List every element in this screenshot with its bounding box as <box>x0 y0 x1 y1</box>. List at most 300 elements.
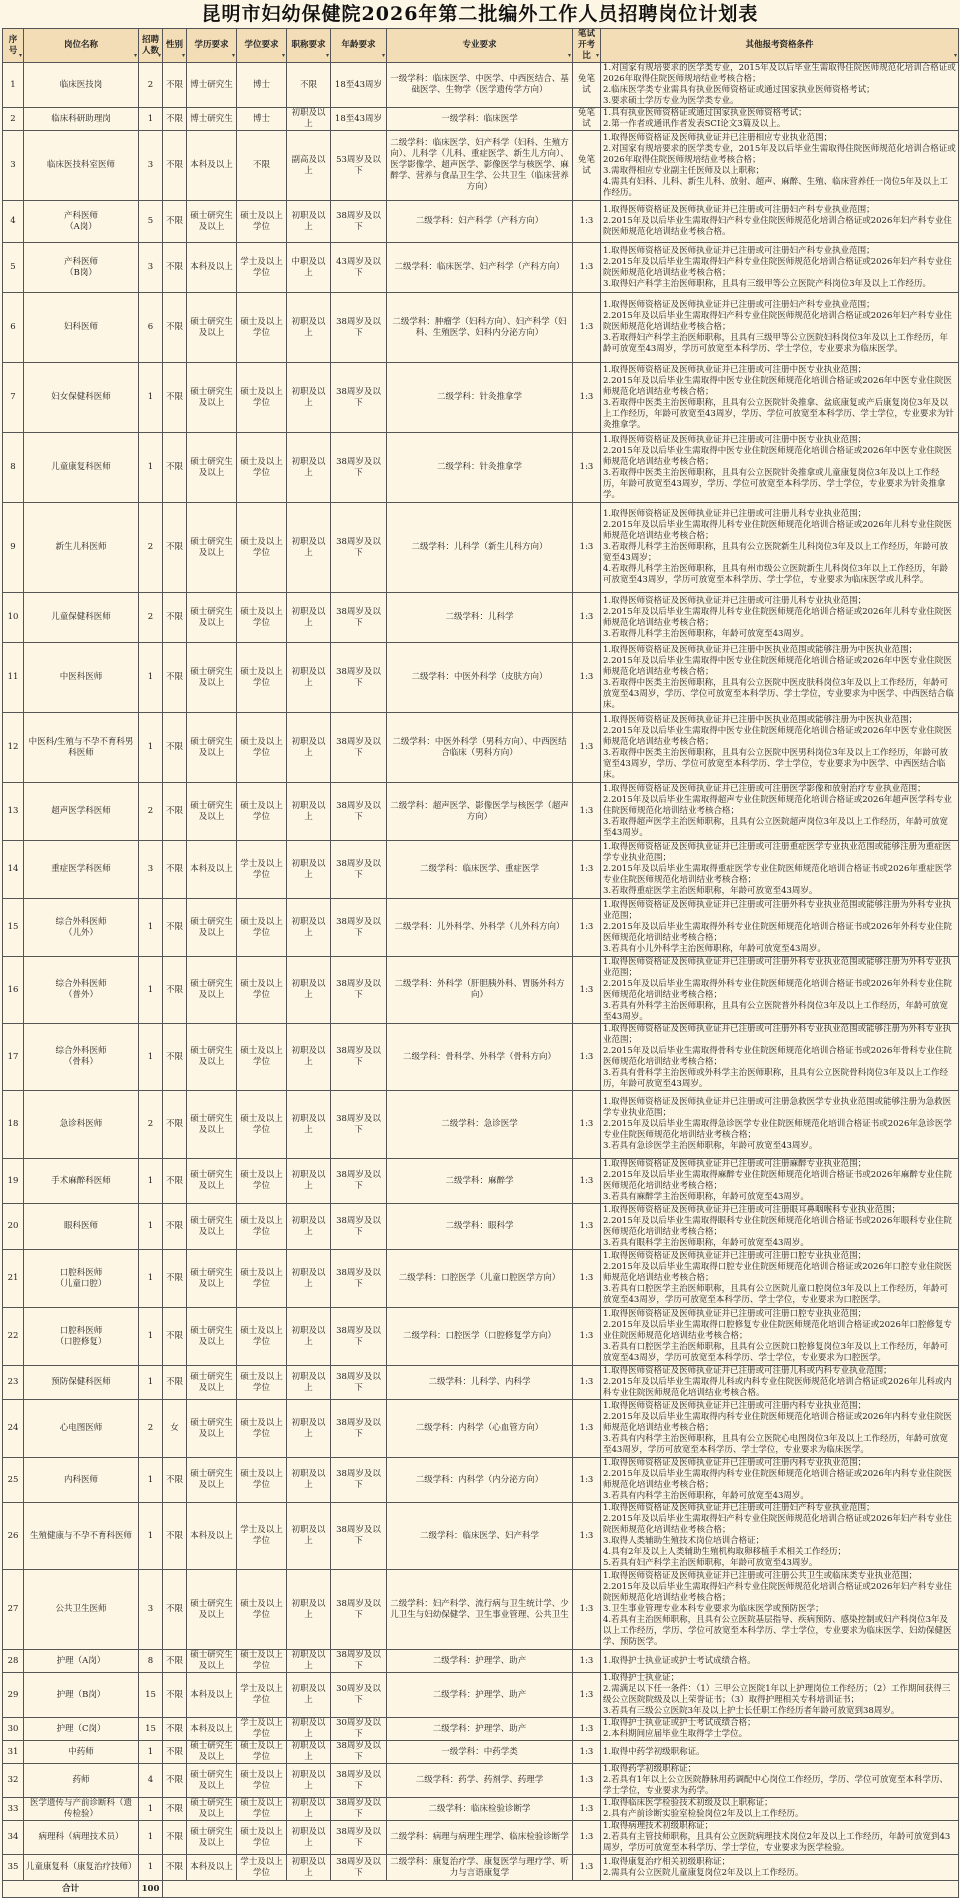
filter-dropdown-icon[interactable]: ▾ <box>157 52 161 59</box>
header-col-count[interactable] <box>139 29 163 63</box>
filter-dropdown-icon[interactable]: ▾ <box>953 52 957 59</box>
cell-position-name: 新生儿科医师 <box>24 503 139 593</box>
cell-title-req: 初职及以上 <box>287 1764 331 1798</box>
cell-major-req: 二级学科：妇产科学（产科方向） <box>387 201 573 243</box>
cell-hire-count: 1 <box>139 1458 163 1503</box>
cell-row-index: 3 <box>3 131 24 201</box>
cell-other-conditions: 1.取得护士执业证或护士考试成绩合格； 2.本科期间应届毕业生取得学士学位。 <box>601 1718 959 1741</box>
cell-row-index: 24 <box>3 1400 24 1458</box>
cell-position-name: 儿童保健科医师 <box>24 593 139 643</box>
cell-education: 硕士研究生及以上 <box>187 1458 237 1503</box>
cell-other-conditions: 1.取得医师资格证及医师执业证并已注册或可注册外科专业执业范围或能够注册为外科专业执业范围； 2.2015年及以后毕业生需取得外科专业住院医师规范化培训合格证书或2026年外科专业住院医师规范化培训结业考核合格； 3.若具有小儿外科学主治医师职称，年龄可放宽至43周岁。 <box>601 899 959 957</box>
cell-exam-ratio: 1:3 <box>573 1024 601 1091</box>
cell-hire-count: 1 <box>139 957 163 1024</box>
cell-exam-ratio: 1:3 <box>573 1741 601 1764</box>
cell-position-name: 口腔科医师 （儿童口腔） <box>24 1250 139 1308</box>
header-col-index[interactable] <box>3 29 24 63</box>
cell-degree: 学士及以上学位 <box>237 243 287 293</box>
cell-position-name: 综合外科医师 （儿外） <box>24 899 139 957</box>
cell-other-conditions: 1.取得药学初级职称证； 2.若具有1年以上公立医院静脉用药调配中心岗位工作经历，学历、学位可放宽至本科学历、学士学位，专业要求为药学。 <box>601 1764 959 1798</box>
cell-major-req: 二级学科：肿瘤学（妇科方向）、妇产科学（妇科、生殖医学、妇科内分泌方向） <box>387 293 573 363</box>
cell-gender: 不限 <box>163 1024 187 1091</box>
cell-other-conditions: 1.取得医师资格证及医师执业证并已注册或可注册妇产科专业执业范围； 2.2015年及以后毕业生需取得妇产科专业住院医师规范化培训合格证或2026年妇产科专业住院医师规范化培训结业考核合格； 3.取得人类辅助生殖技术岗位培训合格证； 4.具有2年及以上人类辅助生殖机构取卵移植手术相关工作经历； 5.若具有妇产科学主治医师职称，年龄可放宽至43周岁。 <box>601 1503 959 1570</box>
cell-position-name: 超声医学科医师 <box>24 783 139 841</box>
cell-position-name: 妇女保健科医师 <box>24 363 139 433</box>
cell-degree: 学士及以上学位 <box>237 1673 287 1718</box>
header-label: 其他报考资格条件 <box>745 40 814 50</box>
cell-gender: 不限 <box>163 713 187 783</box>
cell-title-req: 初职及以上 <box>287 957 331 1024</box>
cell-education: 本科及以上 <box>187 243 237 293</box>
cell-position-name: 医学遗传与产前诊断科（遗传检验） <box>24 1798 139 1821</box>
cell-row-index: 30 <box>3 1718 24 1741</box>
table-row <box>3 433 959 503</box>
cell-age-req: 38周岁及以下 <box>331 1855 387 1881</box>
cell-hire-count: 1 <box>139 1366 163 1400</box>
cell-age-req: 38周岁及以下 <box>331 899 387 957</box>
cell-title-req: 初职及以上 <box>287 1308 331 1366</box>
cell-gender: 不限 <box>163 243 187 293</box>
cell-other-conditions: 1.取得医师资格证及医师执业证并已注册相应专业执业范围； 2.对国家有规培要求的医学类专业，2015年及以后毕业生需取得住院医师规范化培训合格证或2026年取得住院医师规培结业考核合格； 3.需取得相应专业副主任医师及以上职称； 4.需具有妇科、儿科、新生儿科、放射、超声、麻醉、生殖、临床营养任一岗位5年及以上工作经历。 <box>601 131 959 201</box>
cell-hire-count: 2 <box>139 593 163 643</box>
cell-degree: 硕士及以上学位 <box>237 503 287 593</box>
cell-hire-count: 3 <box>139 131 163 201</box>
cell-major-req: 二级学科：儿科学 <box>387 593 573 643</box>
cell-age-req: 38周岁及以下 <box>331 1400 387 1458</box>
cell-hire-count: 1 <box>139 1741 163 1764</box>
cell-exam-ratio: 1:3 <box>573 593 601 643</box>
cell-gender: 不限 <box>163 63 187 108</box>
cell-row-index: 12 <box>3 713 24 783</box>
cell-position-name: 护理（C岗） <box>24 1718 139 1741</box>
cell-hire-count: 15 <box>139 1673 163 1718</box>
header-label: 学历要求 <box>194 40 229 50</box>
cell-age-req: 38周岁及以下 <box>331 363 387 433</box>
cell-gender: 不限 <box>163 1366 187 1400</box>
cell-education: 硕士研究生及以上 <box>187 713 237 783</box>
filter-dropdown-icon[interactable]: ▾ <box>381 52 385 59</box>
cell-position-name: 儿童康复科（康复治疗技师） <box>24 1855 139 1881</box>
cell-position-name: 综合外科医师 （骨科） <box>24 1024 139 1091</box>
cell-position-name: 临床医技科室医师 <box>24 131 139 201</box>
cell-position-name: 中药师 <box>24 1741 139 1764</box>
cell-position-name: 中医科/生殖与不孕不育科男科医师 <box>24 713 139 783</box>
header-col-gender[interactable] <box>163 29 187 63</box>
header-label: 年龄要求 <box>341 40 376 50</box>
cell-title-req: 初职及以上 <box>287 503 331 593</box>
filter-dropdown-icon[interactable]: ▾ <box>231 52 235 59</box>
cell-position-name: 护理（A岗） <box>24 1650 139 1673</box>
cell-degree: 硕士及以上学位 <box>237 1458 287 1503</box>
cell-major-req: 二级学科：内科学（心血管方向） <box>387 1400 573 1458</box>
cell-other-conditions: 1.取得医师资格证及医师执业证并已注册中医执业范围或能够注册为中医执业范围； 2.2015年及以后毕业生需取得中医专业住院医师规范化培训合格证或2026年中医专业住院医师规范化培训结业考核合格； 3.若取得中医类主治医师职称，且具有公立医院中医皮肤科岗位3年及以上工作经历，年龄可放宽至43周岁，学历、学位可放宽至本科学历、学士学位，专业要求为中医学、中西医结合临床。 <box>601 643 959 713</box>
cell-exam-ratio: 1:3 <box>573 1400 601 1458</box>
cell-degree: 学士及以上学位 <box>237 1503 287 1570</box>
cell-position-name: 急诊科医师 <box>24 1091 139 1159</box>
cell-age-req: 38周岁及以下 <box>331 433 387 503</box>
cell-row-index: 27 <box>3 1570 24 1650</box>
cell-row-index: 31 <box>3 1741 24 1764</box>
table-row <box>3 1308 959 1366</box>
table-row <box>3 593 959 643</box>
filter-dropdown-icon[interactable]: ▾ <box>133 52 137 59</box>
cell-position-name: 临床医技岗 <box>24 63 139 108</box>
cell-hire-count: 1 <box>139 1159 163 1204</box>
filter-dropdown-icon[interactable]: ▾ <box>281 52 285 59</box>
filter-dropdown-icon[interactable]: ▾ <box>595 52 599 59</box>
table-row <box>3 1650 959 1673</box>
cell-gender: 不限 <box>163 1798 187 1821</box>
cell-exam-ratio: 免笔试 <box>573 108 601 131</box>
cell-hire-count: 1 <box>139 1503 163 1570</box>
cell-other-conditions: 1.取得医师资格证及医师执业证并已注册或可注册内科专业执业范围； 2.2015年及以后毕业生需取得内科专业住院医师规范化培训合格证或2026年内科专业住院医师规范化培训结业考核合格； 3.若具有内科学主治医师职称，年龄可放宽至43周岁。 <box>601 1458 959 1503</box>
cell-degree: 硕士及以上学位 <box>237 293 287 363</box>
cell-title-req: 初职及以上 <box>287 1091 331 1159</box>
cell-other-conditions: 1.对国家有规培要求的医学类专业，2015年及以后毕业生需取得住院医师规范化培训合格证或2026年取得住院医师规培结业考核合格； 2.临床医学类专业需具有执业医师资格证或通过国家执业医师资格考试； 3.要求硕士学历专业为医学类专业。 <box>601 63 959 108</box>
cell-age-req: 38周岁及以下 <box>331 1764 387 1798</box>
cell-title-req: 初职及以上 <box>287 1741 331 1764</box>
cell-row-index: 8 <box>3 433 24 503</box>
cell-row-index: 32 <box>3 1764 24 1798</box>
header-col-title-req[interactable] <box>287 29 331 63</box>
cell-exam-ratio: 1:3 <box>573 1204 601 1250</box>
cell-title-req: 初职及以上 <box>287 1024 331 1091</box>
cell-exam-ratio: 1:3 <box>573 713 601 783</box>
cell-position-name: 重症医学科医师 <box>24 841 139 899</box>
cell-major-req: 二级学科：临床医学、妇产科学（妇科、生殖方向）、儿科学（儿科、重症医学、新生儿方向）、医学影像学、超声医学、影像医学与核医学、麻醉学、营养与食品卫生学、公共卫生（临床营养方向） <box>387 131 573 201</box>
table-row <box>3 1821 959 1855</box>
cell-exam-ratio: 1:3 <box>573 957 601 1024</box>
cell-title-req: 初职及以上 <box>287 1673 331 1718</box>
cell-education: 硕士研究生及以上 <box>187 1250 237 1308</box>
cell-gender: 不限 <box>163 643 187 713</box>
cell-degree: 硕士及以上学位 <box>237 1764 287 1798</box>
cell-hire-count: 1 <box>139 363 163 433</box>
cell-degree: 硕士及以上学位 <box>237 1024 287 1091</box>
cell-other-conditions: 1.取得医师资格证及医师执业证并已注册或可注册内科专业执业范围； 2.2015年及以后毕业生需取得内科专业住院医师规范化培训合格证或2026年内科专业住院医师规范化培训结业考核合格； 3.若具有内科学主治医师职称，且具有公立医院心电图岗位3年及以上工作经历，年龄可放宽至43周岁，学历可放宽至本科学历、学士学位，专业要求为临床医学。 <box>601 1400 959 1458</box>
cell-gender: 不限 <box>163 1503 187 1570</box>
cell-exam-ratio: 1:3 <box>573 1570 601 1650</box>
cell-degree: 不限 <box>237 131 287 201</box>
cell-education: 硕士研究生及以上 <box>187 1091 237 1159</box>
filter-dropdown-icon[interactable]: ▾ <box>567 52 571 59</box>
filter-dropdown-icon[interactable]: ▾ <box>18 52 22 59</box>
cell-position-name: 公共卫生医师 <box>24 1570 139 1650</box>
cell-age-req: 38周岁及以下 <box>331 1821 387 1855</box>
cell-education: 本科及以上 <box>187 1503 237 1570</box>
cell-title-req: 初职及以上 <box>287 841 331 899</box>
cell-gender: 不限 <box>163 1718 187 1741</box>
cell-exam-ratio: 1:3 <box>573 1855 601 1881</box>
cell-age-req: 18至43周岁 <box>331 63 387 108</box>
cell-degree: 硕士及以上学位 <box>237 201 287 243</box>
cell-degree: 硕士及以上学位 <box>237 899 287 957</box>
cell-gender: 不限 <box>163 1673 187 1718</box>
cell-row-index: 1 <box>3 63 24 108</box>
cell-gender: 不限 <box>163 1250 187 1308</box>
cell-age-req: 38周岁及以下 <box>331 201 387 243</box>
cell-other-conditions: 1.取得医师资格证及医师执业证并已注册或可注册公共卫生或临床类专业执业范围； 2.2015年及以后毕业生需取得妇产科专业住院医师规范化培训合格证或2026年妇产科专业住院医师规范化培训结业考核合格； 3.卫生事业管理专业本科专业要求为临床医学或预防医学； 4.若具有主治医师职称，且具有公立医院基层指导、疾病预防、感染控制或妇产科岗位3年及以上工作经历，学历、学位可放宽至本科学历、学士学位，专业要求为临床医学、妇幼保健医学、预防医学。 <box>601 1570 959 1650</box>
cell-major-req: 二级学科：临床检验诊断学 <box>387 1798 573 1821</box>
cell-education: 硕士研究生及以上 <box>187 783 237 841</box>
cell-other-conditions: 1.取得医师资格证及医师执业证并已注册或可注册口腔专业执业范围； 2.2015年及以后毕业生需取得口腔专业住院医师规范化培训合格证或2026年口腔专业住院医师规范化培训结业考核合格； 3.若具有口腔医学主治医师职称，且具有公立医院儿童口腔岗位3年及以上工作经历，年龄可放宽至43周岁，学历可放宽至本科学历、学士学位，专业要求为口腔医学。 <box>601 1250 959 1308</box>
cell-education: 硕士研究生及以上 <box>187 1400 237 1458</box>
header-label: 岗位名称 <box>63 40 98 50</box>
cell-degree: 硕士及以上学位 <box>237 1741 287 1764</box>
cell-education: 硕士研究生及以上 <box>187 899 237 957</box>
cell-major-req: 二级学科：康复治疗学、康复医学与理疗学、听力与言语康复学 <box>387 1855 573 1881</box>
cell-position-name: 儿童康复科医师 <box>24 433 139 503</box>
cell-gender: 不限 <box>163 108 187 131</box>
cell-hire-count: 1 <box>139 1250 163 1308</box>
header-col-other-conditions[interactable] <box>601 29 959 63</box>
cell-hire-count: 2 <box>139 1091 163 1159</box>
cell-other-conditions: 1.取得医师资格证及医师执业证并已注册或可注册儿科专业执业范围； 2.2015年及以后毕业生需取得儿科专业住院医师规范化培训合格证或2026年儿科专业住院医师规范化培训结业考核合格； 3.若取得儿科学主治医师职称，且具有公立医院新生儿科岗位3年及以上工作经历，年龄可放宽至43周岁； 4.若取得儿科学主治医师职称，且具有州市级公立医院新生儿科岗位3年以上工作经历，年龄可放宽至43周岁，学历可放宽至本科学历、学士学位，专业要求为临床医学或儿科学。 <box>601 503 959 593</box>
cell-major-req: 二级学科：麻醉学 <box>387 1159 573 1204</box>
table-row <box>3 503 959 593</box>
table-row <box>3 63 959 108</box>
table-row <box>3 713 959 783</box>
cell-major-req: 二级学科：药学、药剂学、药理学 <box>387 1764 573 1798</box>
cell-other-conditions: 1.取得医师资格证及医师执业证并已注册或可注册麻醉专业执业范围； 2.2015年及以后毕业生需取得麻醉专业住院医师规范化培训合格证书或2026年麻醉专业住院医师规范化培训结业考核合格； 3.若具有麻醉学主治医师职称，年龄可放宽至43周岁。 <box>601 1159 959 1204</box>
cell-education: 博士研究生 <box>187 63 237 108</box>
cell-position-name: 预防保健科医师 <box>24 1366 139 1400</box>
table-row <box>3 201 959 243</box>
cell-other-conditions: 1.取得医师资格证及医师执业证并已注册或可注册儿科专业执业范围； 2.2015年及以后毕业生需取得儿科专业住院医师规范化培训合格证或2026年儿科专业住院医师规范化培训结业考核合格； 3.若取得儿科学主治医师职称，年龄可放宽至43周岁。 <box>601 593 959 643</box>
cell-title-req: 初职及以上 <box>287 1821 331 1855</box>
cell-education: 硕士研究生及以上 <box>187 1741 237 1764</box>
cell-other-conditions: 1.取得护士执业证或护士考试成绩合格。 <box>601 1650 959 1673</box>
cell-title-req: 初职及以上 <box>287 713 331 783</box>
cell-row-index: 10 <box>3 593 24 643</box>
cell-other-conditions: 1.取得护士执业证； 2.需满足以下任一条件：（1）三甲公立医院1年以上护理岗位工作经历；（2）工作期间获得三级公立医院院级及以上荣誉证书；（3）取得护理相关专科培训证书； 3.若具有三级公立医院3年及以上护士长任职工作经历者年龄可放宽到38周岁。 <box>601 1673 959 1718</box>
cell-degree: 硕士及以上学位 <box>237 1798 287 1821</box>
cell-gender: 不限 <box>163 783 187 841</box>
cell-gender: 不限 <box>163 1650 187 1673</box>
cell-hire-count: 8 <box>139 1650 163 1673</box>
cell-title-req: 初职及以上 <box>287 1798 331 1821</box>
cell-major-req: 一级学科：中药学类 <box>387 1741 573 1764</box>
cell-gender: 不限 <box>163 593 187 643</box>
cell-gender: 不限 <box>163 293 187 363</box>
table-row <box>3 293 959 363</box>
table-row <box>3 899 959 957</box>
cell-major-req: 二级学科：内科学（内分泌方向） <box>387 1458 573 1503</box>
cell-exam-ratio: 1:3 <box>573 1821 601 1855</box>
table-row <box>3 1400 959 1458</box>
cell-exam-ratio: 1:3 <box>573 783 601 841</box>
cell-major-req: 二级学科：外科学（肝胆胰外科、胃肠外科方向） <box>387 957 573 1024</box>
filter-dropdown-icon[interactable]: ▾ <box>181 52 185 59</box>
cell-exam-ratio: 1:3 <box>573 243 601 293</box>
cell-position-name: 产科医师 （B岗） <box>24 243 139 293</box>
cell-exam-ratio: 1:3 <box>573 899 601 957</box>
cell-degree: 硕士及以上学位 <box>237 1821 287 1855</box>
cell-age-req: 38周岁及以下 <box>331 1570 387 1650</box>
cell-row-index: 14 <box>3 841 24 899</box>
cell-hire-count: 6 <box>139 293 163 363</box>
cell-position-name: 中医科医师 <box>24 643 139 713</box>
cell-gender: 不限 <box>163 1159 187 1204</box>
cell-row-index: 26 <box>3 1503 24 1570</box>
table-row <box>3 108 959 131</box>
cell-exam-ratio: 1:3 <box>573 201 601 243</box>
header-col-major[interactable] <box>387 29 573 63</box>
cell-row-index: 33 <box>3 1798 24 1821</box>
cell-major-req: 二级学科：急诊医学 <box>387 1091 573 1159</box>
cell-row-index: 2 <box>3 108 24 131</box>
cell-other-conditions: 1.取得医师资格证及医师执业证并已注册或可注册口腔专业执业范围； 2.2015年及以后毕业生需取得口腔修复专业住院医师规范化培训合格证或2026年口腔修复专业住院医师规范化培训结业考核合格； 3.若具有口腔医学主治医师职称，且具有公立医院口腔修复岗位3年及以上工作经历，年龄可放宽至43周岁，学历可放宽至本科学历、学士学位，专业要求为口腔医学。 <box>601 1308 959 1366</box>
cell-education: 博士研究生 <box>187 108 237 131</box>
cell-title-req: 初职及以上 <box>287 1159 331 1204</box>
cell-age-req: 38周岁及以下 <box>331 593 387 643</box>
cell-position-name: 临床科研助理岗 <box>24 108 139 131</box>
cell-position-name: 生殖健康与不孕不育科医师 <box>24 1503 139 1570</box>
cell-education: 硕士研究生及以上 <box>187 643 237 713</box>
cell-major-req: 二级学科：儿外科学、外科学（儿外科方向） <box>387 899 573 957</box>
cell-gender: 不限 <box>163 201 187 243</box>
total-row <box>3 1881 959 1898</box>
cell-gender: 不限 <box>163 841 187 899</box>
cell-exam-ratio: 1:3 <box>573 363 601 433</box>
cell-hire-count: 5 <box>139 201 163 243</box>
cell-row-index: 34 <box>3 1821 24 1855</box>
cell-title-req: 初职及以上 <box>287 1204 331 1250</box>
cell-other-conditions: 1.取得医师资格证及医师执业证并已注册或可注册妇产科专业执业范围； 2.2015年及以后毕业生需取得妇产科专业住院医师规范化培训合格证或2026年妇产科专业住院医师规范化培训结业考核合格。 <box>601 201 959 243</box>
cell-row-index: 21 <box>3 1250 24 1308</box>
recruitment-table <box>2 28 959 1898</box>
cell-position-name: 妇科医师 <box>24 293 139 363</box>
cell-degree: 学士及以上学位 <box>237 1718 287 1741</box>
cell-title-req: 初职及以上 <box>287 1366 331 1400</box>
cell-row-index: 18 <box>3 1091 24 1159</box>
cell-position-name: 药师 <box>24 1764 139 1798</box>
cell-gender: 不限 <box>163 1458 187 1503</box>
cell-hire-count: 1 <box>139 1855 163 1881</box>
cell-position-name: 眼科医师 <box>24 1204 139 1250</box>
cell-age-req: 38周岁及以下 <box>331 841 387 899</box>
cell-other-conditions: 1.取得医师资格证及医师执业证并已注册或可注册妇产科专业执业范围； 2.2015年及以后毕业生需取得妇产科专业住院医师规范化培训合格证或2026年妇产科专业住院医师规范化培训结业考核合格； 3.取得妇产科学主治医师职称，且具有三级甲等公立医院产科岗位3年及以上工作经历。 <box>601 243 959 293</box>
cell-title-req: 副高及以上 <box>287 131 331 201</box>
cell-age-req: 38周岁及以下 <box>331 1159 387 1204</box>
cell-degree: 硕士及以上学位 <box>237 713 287 783</box>
header-col-position[interactable] <box>24 29 139 63</box>
cell-hire-count: 1 <box>139 899 163 957</box>
cell-education: 硕士研究生及以上 <box>187 1308 237 1366</box>
header-col-degree[interactable] <box>237 29 287 63</box>
cell-row-index: 35 <box>3 1855 24 1881</box>
table-row <box>3 1250 959 1308</box>
cell-major-req: 二级学科：针灸推拿学 <box>387 433 573 503</box>
cell-row-index: 17 <box>3 1024 24 1091</box>
header-col-age[interactable] <box>331 29 387 63</box>
header-col-education[interactable] <box>187 29 237 63</box>
cell-exam-ratio: 1:3 <box>573 1159 601 1204</box>
cell-major-req: 二级学科：眼科学 <box>387 1204 573 1250</box>
cell-gender: 不限 <box>163 1204 187 1250</box>
table-row <box>3 1741 959 1764</box>
filter-dropdown-icon[interactable]: ▾ <box>325 52 329 59</box>
cell-exam-ratio: 1:3 <box>573 1718 601 1741</box>
cell-gender: 不限 <box>163 1570 187 1650</box>
cell-education: 硕士研究生及以上 <box>187 1798 237 1821</box>
cell-education: 硕士研究生及以上 <box>187 1764 237 1798</box>
cell-position-name: 口腔科医师 （口腔修复） <box>24 1308 139 1366</box>
cell-row-index: 25 <box>3 1458 24 1503</box>
table-row <box>3 1764 959 1798</box>
cell-exam-ratio: 免笔试 <box>573 63 601 108</box>
cell-education: 本科及以上 <box>187 131 237 201</box>
cell-major-req: 二级学科：中医外科学（皮肤方向） <box>387 643 573 713</box>
table-row <box>3 1503 959 1570</box>
cell-hire-count: 3 <box>139 1570 163 1650</box>
cell-hire-count: 1 <box>139 643 163 713</box>
cell-degree: 硕士及以上学位 <box>237 783 287 841</box>
cell-age-req: 38周岁及以下 <box>331 1308 387 1366</box>
cell-major-req: 二级学科：中医外科学（男科方向）、中西医结合临床（男科方向） <box>387 713 573 783</box>
cell-degree: 硕士及以上学位 <box>237 1570 287 1650</box>
table-row <box>3 1091 959 1159</box>
cell-row-index: 5 <box>3 243 24 293</box>
cell-title-req: 初职及以上 <box>287 1503 331 1570</box>
cell-title-req: 初职及以上 <box>287 783 331 841</box>
cell-degree: 博士 <box>237 63 287 108</box>
cell-hire-count: 1 <box>139 433 163 503</box>
cell-other-conditions: 1.取得康复治疗相关初级职称证； 2.需具有公立医院儿童康复岗位2年及以上工作经历。 <box>601 1855 959 1881</box>
cell-exam-ratio: 1:3 <box>573 1308 601 1366</box>
cell-other-conditions: 1.具有执业医师资格证或通过国家执业医师资格考试； 2.第一作者或通讯作者发表SCI论文3篇及以上。 <box>601 108 959 131</box>
cell-title-req: 初职及以上 <box>287 1718 331 1741</box>
cell-age-req: 38周岁及以下 <box>331 1503 387 1570</box>
cell-other-conditions: 1.取得临床医学检验技术初级及以上职称证； 2.具有产前诊断实验室检验岗位2年及以上工作经历。 <box>601 1798 959 1821</box>
cell-exam-ratio: 1:3 <box>573 1764 601 1798</box>
cell-education: 硕士研究生及以上 <box>187 957 237 1024</box>
total-label: 合计 <box>3 1881 139 1898</box>
cell-title-req: 初职及以上 <box>287 108 331 131</box>
header-col-exam-ratio[interactable] <box>573 29 601 63</box>
cell-position-name: 内科医师 <box>24 1458 139 1503</box>
cell-major-req: 二级学科：针灸推拿学 <box>387 363 573 433</box>
cell-title-req: 初职及以上 <box>287 293 331 363</box>
cell-row-index: 7 <box>3 363 24 433</box>
cell-gender: 不限 <box>163 1741 187 1764</box>
cell-hire-count: 2 <box>139 503 163 593</box>
cell-major-req: 二级学科：护理学、助产 <box>387 1650 573 1673</box>
cell-major-req: 二级学科：临床医学、重症医学 <box>387 841 573 899</box>
cell-major-req: 二级学科：临床医学、妇产科学（产科方向） <box>387 243 573 293</box>
cell-degree: 硕士及以上学位 <box>237 1250 287 1308</box>
cell-degree: 硕士及以上学位 <box>237 957 287 1024</box>
cell-education: 硕士研究生及以上 <box>187 293 237 363</box>
header-label: 专业要求 <box>462 40 497 50</box>
cell-exam-ratio: 1:3 <box>573 503 601 593</box>
cell-gender: 不限 <box>163 1091 187 1159</box>
table-row <box>3 1159 959 1204</box>
cell-row-index: 28 <box>3 1650 24 1673</box>
cell-title-req: 初职及以上 <box>287 1855 331 1881</box>
cell-degree: 硕士及以上学位 <box>237 1400 287 1458</box>
table-row <box>3 1024 959 1091</box>
cell-gender: 不限 <box>163 1308 187 1366</box>
cell-education: 硕士研究生及以上 <box>187 201 237 243</box>
cell-major-req: 二级学科：儿科学、内科学 <box>387 1366 573 1400</box>
cell-age-req: 18至43周岁 <box>331 108 387 131</box>
cell-age-req: 38周岁及以下 <box>331 1650 387 1673</box>
cell-exam-ratio: 1:3 <box>573 1091 601 1159</box>
cell-title-req: 初职及以上 <box>287 363 331 433</box>
table-row <box>3 1798 959 1821</box>
cell-other-conditions: 1.取得医师资格证及医师执业证并已注册或可注册急救医学专业执业范围或能够注册为急救医学专业执业范围； 2.2015年及以后毕业生需取得急诊医学专业住院医师规范化培训合格证书或2026年急诊医学专业住院医师规范化培训结业考核合格； 3.若具有急诊医学主治医师职称，年龄可放宽至43周岁。 <box>601 1091 959 1159</box>
